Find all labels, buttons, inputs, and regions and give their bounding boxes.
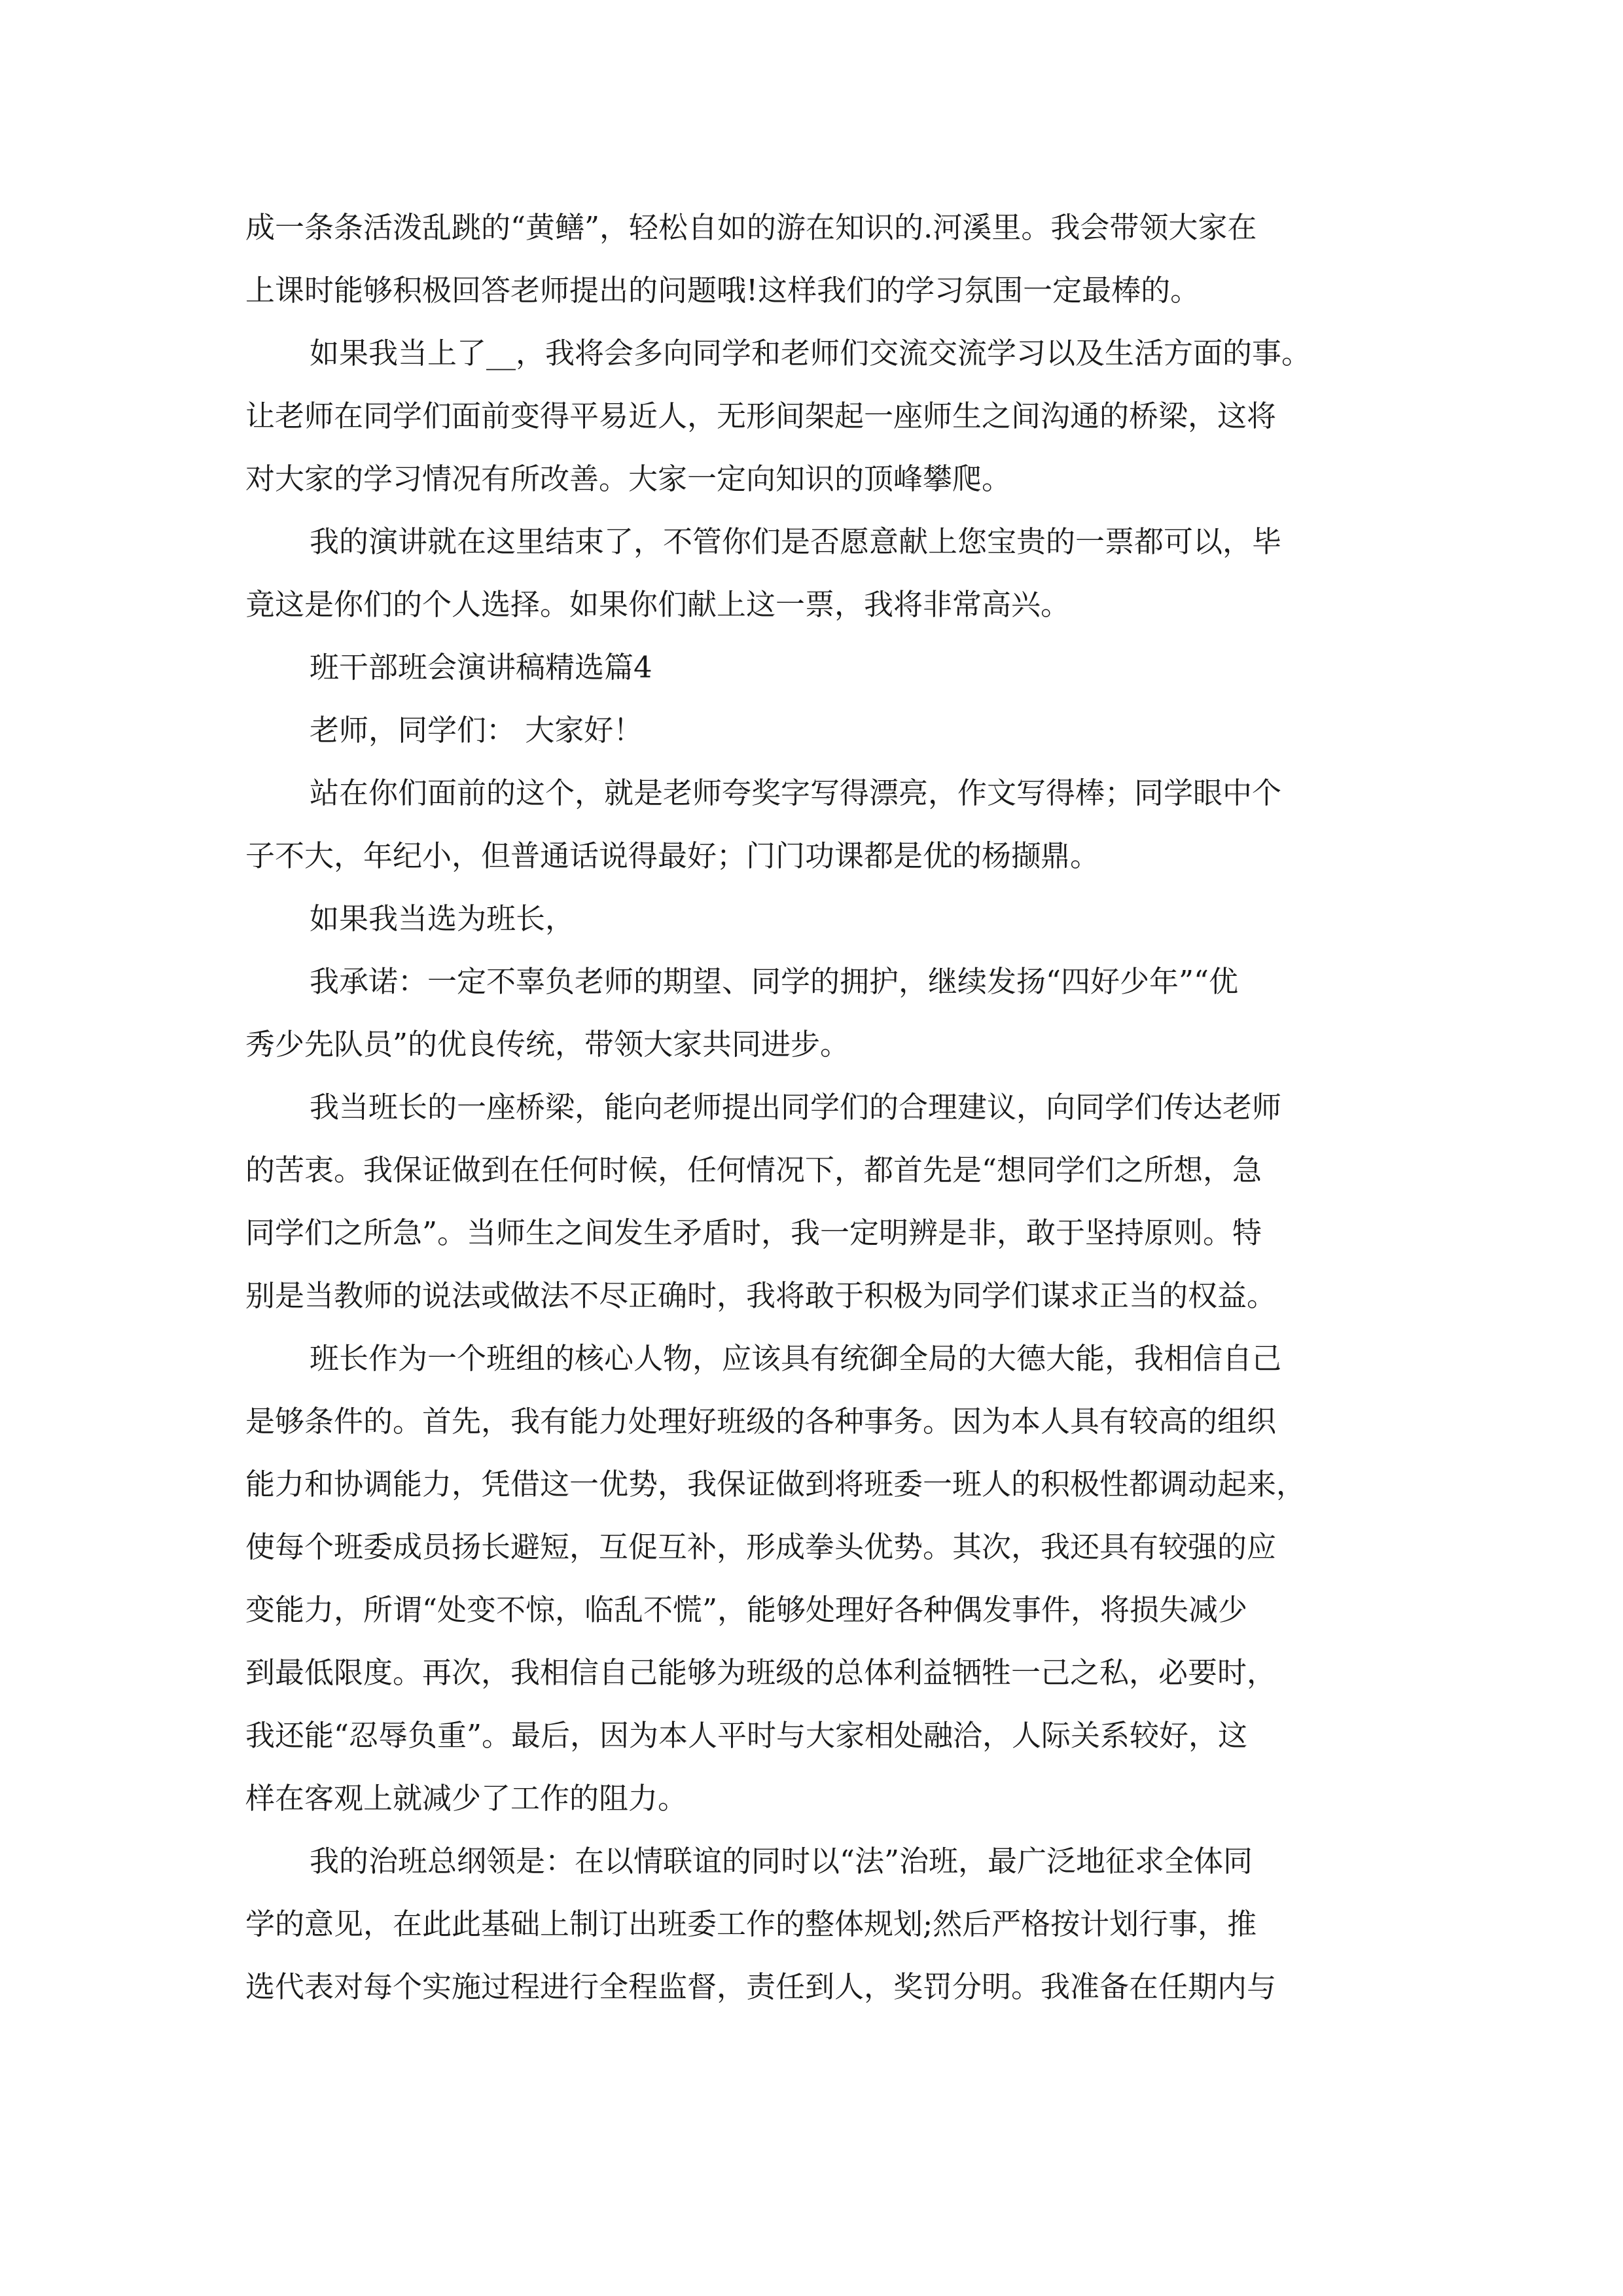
- text-line: 样在客观上就减少了工作的阻力。: [245, 1781, 688, 1816]
- document-body: [245, 196, 1384, 2018]
- text-line: 秀少先队员”的优良传统，带领大家共同进步。: [245, 1027, 850, 1062]
- greeting-line: 老师，同学们： 大家好！: [310, 713, 643, 747]
- text-line: 到最低限度。再次，我相信自己能够为班级的总体利益牺牲一己之私，必要时，: [245, 1655, 1277, 1690]
- text-line: 选代表对每个实施过程进行全程监督，责任到人，奖罚分明。我准备在任期内与: [245, 1969, 1277, 2004]
- text-line: 上课时能够积极回答老师提出的问题哦!这样我们的学习氛围一定最棒的。: [245, 273, 1200, 308]
- paragraph-start-line: 我承诺：一定不辜负老师的期望、同学的拥护，继续发扬“四好少年”“优: [310, 964, 1239, 999]
- paragraph-start-line: 我的演讲就在这里结束了，不管你们是否愿意献上您宝贵的一票都可以，毕: [310, 524, 1282, 559]
- text-line: 使每个班委成员扬长避短，互促互补，形成拳头优势。其次，我还具有较强的应: [245, 1530, 1277, 1564]
- text-line: 成一条条活泼乱跳的“黄鳝”，轻松自如的游在知识的.河溪里。我会带领大家在: [245, 210, 1257, 245]
- text-line: 我还能“忍辱负重”。最后，因为本人平时与大家相处融洽，人际关系较好，这: [245, 1718, 1248, 1753]
- text-line: 竟这是你们的个人选择。如果你们献上这一票，我将非常高兴。: [245, 587, 1071, 622]
- paragraph-start-line: 班长作为一个班组的核心人物，应该具有统御全局的大德大能，我相信自己: [310, 1341, 1282, 1376]
- text-line: 学的意见，在此此基础上制订出班委工作的整体规划;然后严格按计划行事，推: [245, 1907, 1257, 1941]
- paragraph-start-line: 如果我当选为班长，: [310, 901, 575, 936]
- text-line: 别是当教师的说法或做法不尽正确时，我将敢于积极为同学们谋求正当的权益。: [245, 1278, 1277, 1313]
- paragraph-start-line: 站在你们面前的这个，就是老师夸奖字写得漂亮，作文写得棒；同学眼中个: [310, 776, 1282, 810]
- text-line: 让老师在同学们面前变得平易近人，无形间架起一座师生之间沟通的桥梁，这将: [245, 399, 1277, 433]
- section-heading: 班干部班会演讲稿精选篇4: [310, 650, 652, 685]
- text-line: 变能力，所谓“处变不惊，临乱不慌”，能够处理好各种偶发事件，将损失减少: [245, 1592, 1248, 1627]
- paragraph-start-line: 我当班长的一座桥梁，能向老师提出同学们的合理建议，向同学们传达老师: [310, 1090, 1282, 1124]
- text-line: 能力和协调能力，凭借这一优势，我保证做到将班委一班人的积极性都调动起来，: [245, 1467, 1306, 1501]
- paragraph-start-line: 如果我当上了__，我将会多向同学和老师们交流交流学习以及生活方面的事。: [310, 336, 1311, 370]
- text-line: 对大家的学习情况有所改善。大家一定向知识的顶峰攀爬。: [245, 461, 1012, 496]
- text-line: 是够条件的。首先，我有能力处理好班级的各种事务。因为本人具有较高的组织: [245, 1404, 1277, 1439]
- text-line: 同学们之所急”。当师生之间发生矛盾时，我一定明辨是非，敢于坚持原则。特: [245, 1215, 1262, 1250]
- text-line: 子不大，年纪小，但普通话说得最好；门门功课都是优的杨撷鼎。: [245, 838, 1100, 873]
- paragraph-start-line: 我的治班总纲领是：在以情联谊的同时以“法”治班，最广泛地征求全体同: [310, 1844, 1253, 1878]
- text-line: 的苦衷。我保证做到在任何时候，任何情况下，都首先是“想同学们之所想，急: [245, 1153, 1262, 1187]
